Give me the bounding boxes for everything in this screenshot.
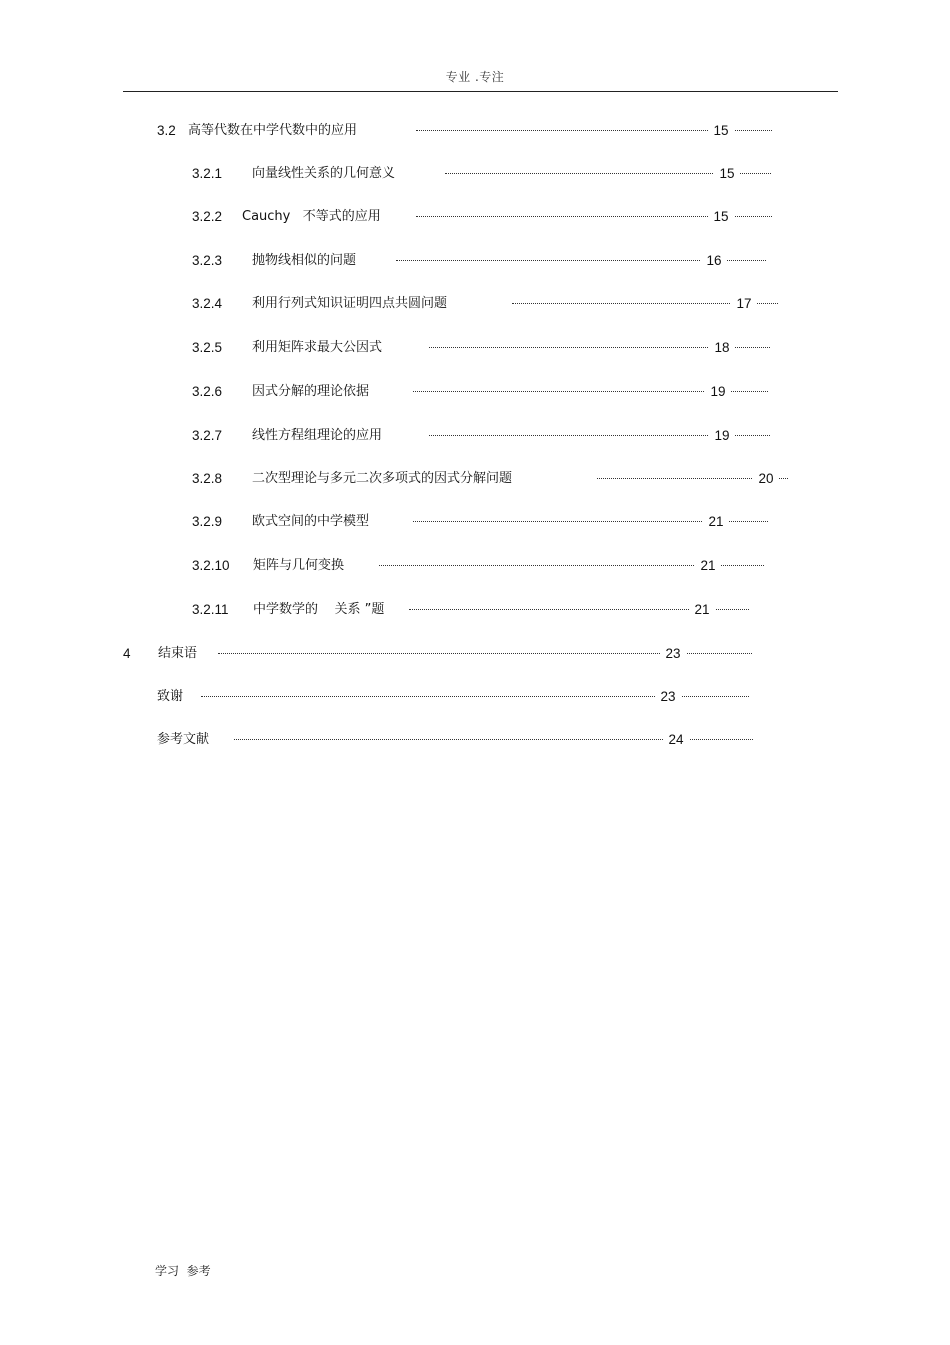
toc-number: 3.2.6 [192, 384, 223, 399]
toc-title: 高等代数在中学代数中的应用 [188, 123, 358, 138]
toc-title: Cauchy 不等式的应用 [242, 209, 381, 224]
toc-page-number: 17 [731, 293, 757, 315]
toc-title: 致谢 [157, 689, 184, 704]
toc-title: 欧式空间的中学模型 [252, 514, 370, 529]
toc-page-number: 16 [701, 250, 727, 272]
toc-entry[interactable] [0, 599, 950, 621]
toc-number: 3.2.2 [192, 209, 223, 224]
toc-title: 利用行列式知识证明四点共圆问题 [252, 296, 448, 311]
toc-entry[interactable] [0, 643, 950, 665]
toc-page-number: 23 [660, 643, 686, 665]
toc-page-number: 15 [708, 206, 734, 228]
toc-entry[interactable] [0, 206, 950, 228]
toc-page-number: 21 [689, 599, 715, 621]
toc-number: 3.2.5 [192, 340, 223, 355]
toc-page-number: 20 [753, 468, 779, 490]
toc-page-number: 21 [703, 511, 729, 533]
header-rule [123, 91, 838, 92]
toc-entry[interactable] [0, 729, 950, 751]
toc-page-number: 23 [655, 686, 681, 708]
toc-entry[interactable] [0, 511, 950, 533]
toc-entry[interactable] [0, 468, 950, 490]
toc-entry[interactable] [0, 337, 950, 359]
page-header: 专业 .专注 [445, 70, 505, 84]
toc-title: 抛物线相似的问题 [252, 253, 357, 268]
toc-page-number: 21 [695, 555, 721, 577]
toc-title: 向量线性关系的几何意义 [252, 166, 396, 181]
toc-number: 3.2.10 [192, 558, 230, 573]
toc-title: 二次型理论与多元二次多项式的因式分解问题 [252, 471, 513, 486]
toc-title: 线性方程组理论的应用 [252, 428, 383, 443]
toc-title: 因式分解的理论依据 [252, 384, 370, 399]
toc-page-number: 19 [709, 425, 735, 447]
toc-number: 3.2.11 [192, 602, 229, 617]
toc-title: 参考文献 [157, 732, 210, 747]
toc-title: 矩阵与几何变换 [253, 558, 345, 573]
toc-page-number: 15 [708, 120, 734, 142]
toc-page-number: 19 [705, 381, 731, 403]
toc-number: 3.2.8 [192, 471, 223, 486]
toc-title: 中学数学的 关系 ”题 [253, 602, 385, 617]
page-footer: 学习 参考 [155, 1264, 211, 1278]
toc-number: 3.2.4 [192, 296, 223, 311]
toc-number: 3.2.9 [192, 514, 223, 529]
toc-number: 3.2.1 [192, 166, 223, 181]
toc-entry[interactable] [0, 425, 950, 447]
toc-entry[interactable] [0, 381, 950, 403]
toc-page-number: 18 [709, 337, 735, 359]
toc-entry[interactable] [0, 120, 950, 142]
toc-entry[interactable] [0, 250, 950, 272]
toc-entry[interactable] [0, 555, 950, 577]
toc-title: 结束语 [158, 646, 198, 661]
toc-number: 3.2.7 [192, 428, 223, 443]
toc-page-number: 24 [663, 729, 689, 751]
toc-entry[interactable] [0, 163, 950, 185]
toc-entry[interactable] [0, 293, 950, 315]
toc-page-number: 15 [714, 163, 740, 185]
toc-entry[interactable] [0, 686, 950, 708]
toc-number: 3.2.3 [192, 253, 223, 268]
toc-number: 4 [123, 646, 131, 661]
toc-title: 利用矩阵求最大公因式 [252, 340, 383, 355]
toc-number: 3.2 [157, 123, 176, 138]
